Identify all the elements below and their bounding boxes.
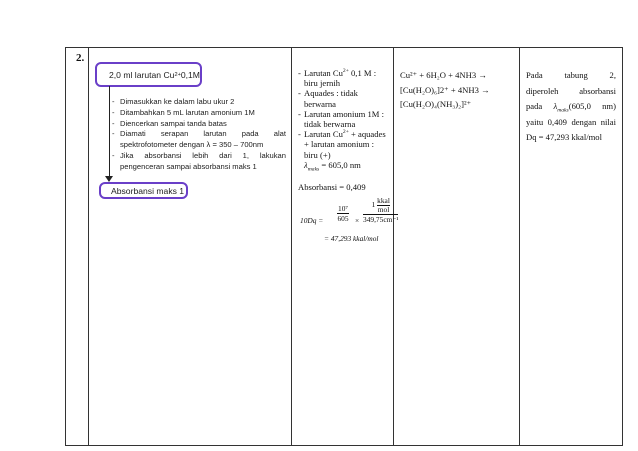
step-1-text: Dimasukkan ke dalam labu ukur 2 [120,97,235,106]
start-box-prefix: 2,0 ml larutan Cu [109,69,175,80]
reaction-column [400,68,520,112]
step-2: - Ditambahkan 5 mL larutan amonium 1M [112,108,286,119]
step-4-cont [112,140,286,151]
observation-item-4: - Larutan $Cu^{2+}$ + aquades [298,129,386,140]
conclusion-column [526,68,616,146]
column-divider-1 [88,48,89,445]
step-5-line-2: pengenceran sampai absorbansi maks 1 [120,161,257,171]
step-4-line-2: spektrofotometer dengan λ = 350 – 700nm [120,140,264,150]
end-box: Absorbansi maks 1 [99,182,188,199]
step-3-text: Diencerkan sampai tanda batas [120,118,227,128]
conclusion-line-4: yaitu 0,409 dengan nilai [526,116,616,127]
row-number: 2. [76,52,85,64]
conclusion-line-3: pada $\lambda_{maks}(605,0$ nm) [526,101,616,114]
start-box: 2,0 ml larutan Cu 2+ 0,1M [95,62,202,87]
reaction-line-2: [Cu(H₂O)₆]2⁺ + 4NH3 → [400,84,490,95]
formula-fraction-2: 1 kkal mol 349,75cm⁻¹ [363,196,399,224]
step-5-line-1: Jika absorbansi lebih dari 1, lakukan [120,150,286,160]
formula-result: = 47,293 kkal/mol [324,234,379,243]
observation-item-2-line-2: berwarna [304,98,336,109]
formula-lhs: 10Dq = [300,216,324,225]
conclusion-line-2: diperoleh absorbansi [526,85,616,96]
procedure-steps [112,97,286,173]
conclusion-line-1: Pada tabung 2, [526,70,616,80]
reaction-line-1: Cu²⁺ + 6H₂O + 4NH3 → [400,70,487,80]
formula-fraction-1: $\frac{\text{10⁷}}{605}$ [337,204,349,223]
lambda-max: $\lambda_{maks} = 605,0$ nm [304,159,361,173]
step-1: - Dimasukkan ke dalam labu ukur 2 [112,97,286,108]
step-4-line-1: Diamati serapan larutan pada alat [120,129,286,139]
conclusion-line-5: Dq = 47,293 kkal/mol [526,132,602,143]
observation-item-3-line-2: tidak berwarna [304,119,356,130]
formula-times: × [355,216,360,225]
start-box-suffix: 0,1M [180,69,200,80]
step-5: - Jika absorbansi lebih dari 1, lakukan [112,150,286,160]
observation-item-4-line-2: + larutan amonium : [304,139,375,150]
step-3: - Diencerkan sampai tanda batas [112,119,286,130]
observation-item-1-line-2: biru jernih [304,78,341,89]
dq-formula [300,196,400,244]
observation-item-1: - Larutan $Cu^{2+}$ 0,1 M : [298,68,377,78]
observation-item-2: - Aquades : tidak [298,88,358,99]
column-divider-2 [291,48,292,445]
reaction-line-3: [Cu(H₂O)₄(NH₃)₂]²⁺ [400,99,472,109]
observation-column [298,68,394,192]
step-2-text: Ditambahkan 5 mL larutan amonium 1M [120,107,255,117]
observation-item-3: - Larutan amonium 1M : [298,108,384,119]
step-5-cont [112,162,286,173]
observation-item-4-line-3: biru (+) [304,149,331,160]
step-4: - Diamati serapan larutan pada alat [112,129,286,139]
absorbance-value: Absorbansi = 0,409 [298,182,366,193]
flow-connector [109,86,110,180]
